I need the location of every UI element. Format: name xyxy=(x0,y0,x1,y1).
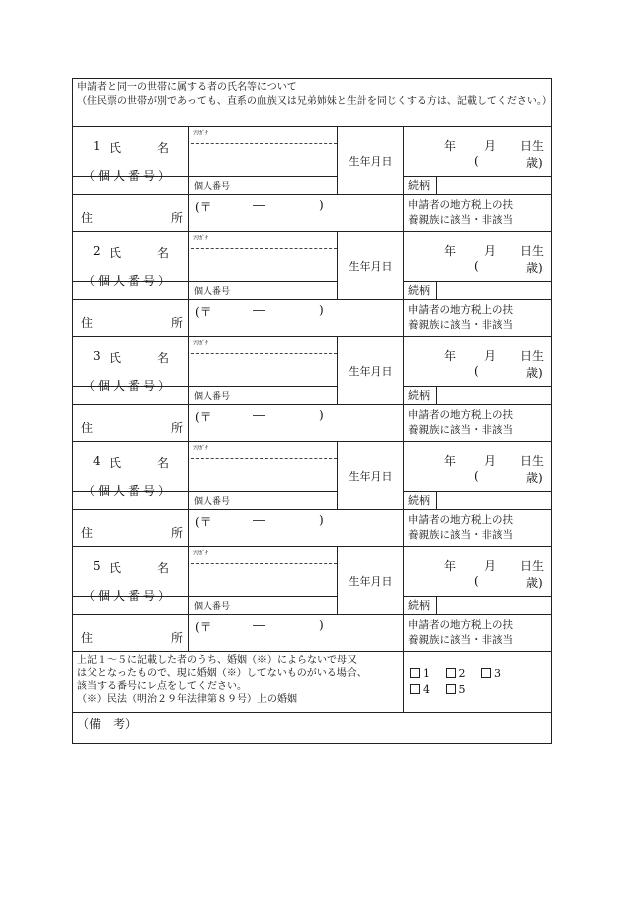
age-label: 歳) xyxy=(526,156,543,170)
relationship-field[interactable] xyxy=(404,282,552,300)
birth-date-input[interactable] xyxy=(404,442,552,492)
intro-line-1: 申請者と同一の世帯に属する者の氏名等について xyxy=(77,82,297,93)
birth-label xyxy=(338,547,404,615)
name-input[interactable] xyxy=(189,442,338,492)
checkbox-square[interactable] xyxy=(481,668,491,678)
kojin-label-text: （個人番号） xyxy=(83,379,174,393)
postal-dash: ― xyxy=(253,513,265,527)
mei-label: 名 xyxy=(157,561,170,575)
address-label xyxy=(73,405,189,442)
sho-label: 所 xyxy=(171,631,184,645)
remarks-label: （備 考） xyxy=(77,717,138,731)
address-input[interactable] xyxy=(189,615,404,652)
year-label: 年 xyxy=(444,349,457,363)
dependent-status[interactable] xyxy=(404,510,552,547)
relationship-label: 続柄 xyxy=(404,492,437,509)
kojin-number-input[interactable] xyxy=(189,597,338,615)
day-born-label: 日生 xyxy=(520,559,545,573)
month-label: 月 xyxy=(484,139,497,153)
address-input[interactable] xyxy=(189,300,404,337)
relationship-field[interactable] xyxy=(404,387,552,405)
shi-label: 氏 xyxy=(109,141,122,155)
sho-label: 所 xyxy=(171,211,184,225)
birth-label xyxy=(338,127,404,195)
postal-close: ) xyxy=(319,303,324,317)
day-born-label: 日生 xyxy=(520,349,545,363)
year-label: 年 xyxy=(444,559,457,573)
shi-label: 氏 xyxy=(109,351,122,365)
checkbox-label: 4 xyxy=(423,683,430,696)
ju-label: 住 xyxy=(81,211,94,225)
member-number-4: 4 xyxy=(93,454,101,468)
furigana-label: ﾌﾘｶﾞﾅ xyxy=(193,340,209,347)
dependent-status-line-1: 申請者の地方税上の扶 xyxy=(408,199,513,211)
month-label: 月 xyxy=(484,559,497,573)
ju-label: 住 xyxy=(81,526,94,540)
sho-label: 所 xyxy=(171,526,184,540)
address-input[interactable] xyxy=(189,405,404,442)
intro-line-2: （住民票の世帯が別であっても、直系の血族又は兄弟姉妹と生計を同じくする方は、記載してください。） xyxy=(77,96,552,107)
checkbox-4[interactable] xyxy=(410,682,430,698)
checkbox-2[interactable] xyxy=(446,666,466,682)
dependent-status-line-1: 申請者の地方税上の扶 xyxy=(408,514,513,526)
kojin-label xyxy=(73,379,189,405)
address-label xyxy=(73,510,189,547)
birth-label-text: 生年月日 xyxy=(348,574,393,588)
age-open-paren: ( xyxy=(474,364,479,378)
member-number-1: 1 xyxy=(93,139,101,153)
member-kojin-row xyxy=(73,492,552,510)
month-label: 月 xyxy=(484,244,497,258)
question-note: （※）民法（明治２９年法律第８９号）上の婚姻 xyxy=(77,694,297,705)
member-kojin-row xyxy=(73,177,552,195)
member-address-row xyxy=(73,615,552,652)
ju-label: 住 xyxy=(81,421,94,435)
kojin-number-input[interactable] xyxy=(189,177,338,195)
mei-label: 名 xyxy=(157,456,170,470)
postal-close: ) xyxy=(319,513,324,527)
relationship-label: 続柄 xyxy=(404,177,437,194)
birth-date-input[interactable] xyxy=(404,547,552,597)
relationship-field[interactable] xyxy=(404,597,552,615)
mei-label: 名 xyxy=(157,246,170,260)
postal-close: ) xyxy=(319,198,324,212)
postal-mark: (〒 xyxy=(195,305,212,319)
member-number-3: 3 xyxy=(93,349,101,363)
member-kojin-row xyxy=(73,282,552,300)
age-label: 歳) xyxy=(526,261,543,275)
age-open-paren: ( xyxy=(474,154,479,168)
remarks-field[interactable] xyxy=(73,713,552,744)
checkbox-square[interactable] xyxy=(446,684,456,694)
checkbox-5[interactable] xyxy=(446,682,466,698)
name-input[interactable] xyxy=(189,337,338,387)
dependent-status-line-2: 養親族に該当・非該当 xyxy=(408,214,513,226)
kojin-field-label: 個人番号 xyxy=(194,287,231,297)
address-label xyxy=(73,195,189,232)
name-input[interactable] xyxy=(189,127,338,177)
birth-date-input[interactable] xyxy=(404,127,552,177)
postal-close: ) xyxy=(319,618,324,632)
furigana-divider xyxy=(191,563,337,564)
relationship-label: 続柄 xyxy=(404,282,437,299)
single-parent-question xyxy=(73,652,404,713)
kojin-field-label: 個人番号 xyxy=(194,602,231,612)
postal-mark: (〒 xyxy=(195,620,212,634)
kojin-label xyxy=(73,589,189,615)
month-label: 月 xyxy=(484,349,497,363)
postal-dash: ― xyxy=(253,303,265,317)
day-born-label: 日生 xyxy=(520,454,545,468)
dependent-status[interactable] xyxy=(404,195,552,232)
kojin-label-text: （個人番号） xyxy=(83,484,174,498)
year-label: 年 xyxy=(444,244,457,258)
birth-label-text: 生年月日 xyxy=(348,259,393,273)
mei-label: 名 xyxy=(157,141,170,155)
shi-label: 氏 xyxy=(109,561,122,575)
kojin-label-text: （個人番号） xyxy=(83,169,174,183)
birth-label-text: 生年月日 xyxy=(348,469,393,483)
address-label xyxy=(73,615,189,652)
kojin-label-text: （個人番号） xyxy=(83,589,174,603)
sho-label: 所 xyxy=(171,316,184,330)
name-input[interactable] xyxy=(189,547,338,597)
member-address-row xyxy=(73,510,552,547)
postal-dash: ― xyxy=(253,408,265,422)
member-address-row xyxy=(73,195,552,232)
age-open-paren: ( xyxy=(474,259,479,273)
dependent-status-line-1: 申請者の地方税上の扶 xyxy=(408,409,513,421)
checkbox-square[interactable] xyxy=(410,668,420,678)
number-checkboxes xyxy=(404,652,552,713)
ju-label: 住 xyxy=(81,316,94,330)
day-born-label: 日生 xyxy=(520,244,545,258)
age-label: 歳) xyxy=(526,576,543,590)
member-number-5: 5 xyxy=(93,559,101,573)
furigana-label: ﾌﾘｶﾞﾅ xyxy=(193,550,209,557)
ju-label: 住 xyxy=(81,631,94,645)
checkbox-3[interactable] xyxy=(481,666,501,682)
checkbox-square[interactable] xyxy=(446,668,456,678)
furigana-divider xyxy=(191,353,337,354)
year-label: 年 xyxy=(444,454,457,468)
member-kojin-row xyxy=(73,387,552,405)
dependent-status-line-1: 申請者の地方税上の扶 xyxy=(408,619,513,631)
intro-text xyxy=(73,79,552,127)
postal-mark: (〒 xyxy=(195,515,212,529)
furigana-label: ﾌﾘｶﾞﾅ xyxy=(193,130,209,137)
relationship-field[interactable] xyxy=(404,177,552,195)
postal-mark: (〒 xyxy=(195,410,212,424)
member-address-row xyxy=(73,300,552,337)
relationship-field[interactable] xyxy=(404,492,552,510)
month-label: 月 xyxy=(484,454,497,468)
birth-date-input[interactable] xyxy=(404,337,552,387)
address-input[interactable] xyxy=(189,510,404,547)
name-input[interactable] xyxy=(189,232,338,282)
day-born-label: 日生 xyxy=(520,139,545,153)
kojin-field-label: 個人番号 xyxy=(194,497,231,507)
address-label xyxy=(73,300,189,337)
checkbox-label: 3 xyxy=(494,667,501,680)
shi-label: 氏 xyxy=(109,246,122,260)
member-kojin-row xyxy=(73,597,552,615)
member-address-row xyxy=(73,405,552,442)
checkbox-label: 2 xyxy=(458,667,466,680)
kojin-label xyxy=(73,274,189,300)
mei-label: 名 xyxy=(157,351,170,365)
birth-date-input[interactable] xyxy=(404,232,552,282)
birth-label-text: 生年月日 xyxy=(348,154,393,168)
shi-label: 氏 xyxy=(109,456,122,470)
postal-dash: ― xyxy=(253,198,265,212)
kojin-label xyxy=(73,169,189,195)
kojin-field-label: 個人番号 xyxy=(194,392,231,402)
dependent-status[interactable] xyxy=(404,615,552,652)
question-line-1: 上記１～５に記載した者のうち、婚姻（※）によらないで母又 xyxy=(77,655,357,666)
furigana-label: ﾌﾘｶﾞﾅ xyxy=(193,235,209,242)
kojin-label xyxy=(73,484,189,510)
furigana-divider xyxy=(191,458,337,459)
dependent-status-line-2: 養親族に該当・非該当 xyxy=(408,319,513,331)
dependent-status-line-2: 養親族に該当・非該当 xyxy=(408,634,513,646)
checkbox-1[interactable] xyxy=(410,666,430,682)
sho-label: 所 xyxy=(171,421,184,435)
furigana-divider xyxy=(191,248,337,249)
relationship-label: 続柄 xyxy=(404,387,437,404)
year-label: 年 xyxy=(444,139,457,153)
member-number-2: 2 xyxy=(93,244,101,258)
furigana-label: ﾌﾘｶﾞﾅ xyxy=(193,445,209,452)
household-members-form xyxy=(72,78,551,744)
kojin-field-label: 個人番号 xyxy=(194,182,231,192)
relationship-label: 続柄 xyxy=(404,597,437,614)
birth-label xyxy=(338,337,404,405)
kojin-number-input[interactable] xyxy=(189,492,338,510)
dependent-status-line-1: 申請者の地方税上の扶 xyxy=(408,304,513,316)
age-label: 歳) xyxy=(526,471,543,485)
postal-mark: (〒 xyxy=(195,200,212,214)
kojin-number-input[interactable] xyxy=(189,282,338,300)
checkbox-square[interactable] xyxy=(410,684,420,694)
postal-dash: ― xyxy=(253,618,265,632)
birth-label xyxy=(338,232,404,300)
dependent-status[interactable] xyxy=(404,405,552,442)
question-line-2: は父となったもので、現に婚姻（※）してないものがいる場合、 xyxy=(77,668,367,679)
age-open-paren: ( xyxy=(474,574,479,588)
kojin-number-input[interactable] xyxy=(189,387,338,405)
birth-label-text: 生年月日 xyxy=(348,364,393,378)
kojin-label-text: （個人番号） xyxy=(83,274,174,288)
birth-label xyxy=(338,442,404,510)
furigana-divider xyxy=(191,143,337,144)
address-input[interactable] xyxy=(189,195,404,232)
dependent-status[interactable] xyxy=(404,300,552,337)
question-line-3: 該当する番号にレ点をしてください。 xyxy=(77,681,247,692)
form-table xyxy=(72,78,552,744)
age-open-paren: ( xyxy=(474,469,479,483)
postal-close: ) xyxy=(319,408,324,422)
age-label: 歳) xyxy=(526,366,543,380)
checkbox-label: 5 xyxy=(458,683,466,696)
dependent-status-line-2: 養親族に該当・非該当 xyxy=(408,424,513,436)
checkbox-label: 1 xyxy=(423,667,430,680)
dependent-status-line-2: 養親族に該当・非該当 xyxy=(408,529,513,541)
